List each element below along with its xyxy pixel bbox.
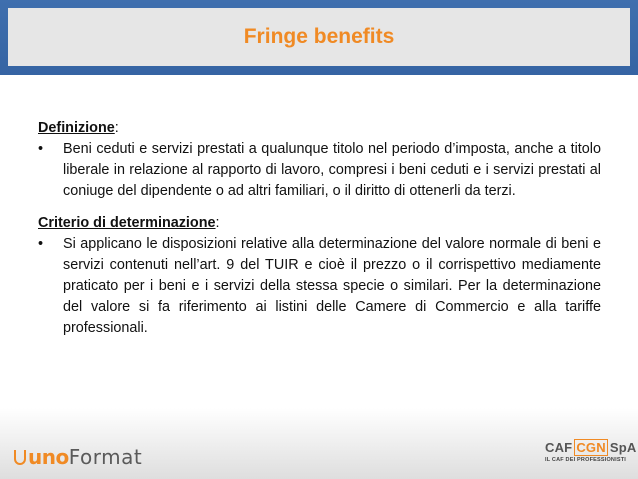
logo-caf: CAF bbox=[545, 440, 573, 455]
bullet-item bbox=[38, 234, 601, 339]
section-heading bbox=[38, 118, 601, 139]
logo-cgn: CGN bbox=[576, 440, 606, 455]
caf-cgn-wordmark bbox=[545, 440, 637, 455]
logo-tagline: IL CAF DEI PROFESSIONISTI bbox=[545, 457, 626, 463]
logo-part-uno: uno bbox=[28, 445, 69, 469]
slide-content bbox=[38, 118, 601, 339]
title-bar bbox=[0, 0, 638, 75]
section-heading bbox=[38, 213, 601, 234]
unoformat-logo-icon bbox=[12, 447, 26, 467]
logo-part-format: Format bbox=[68, 445, 143, 469]
section-heading-colon: : bbox=[215, 215, 220, 231]
bullet-text: Beni ceduti e servizi prestati a qualunque titolo nel periodo d’imposta, anche a titolo liberale in relazione al rapporto di lavoro, compresi i beni ceduti e i servizi prestati al coniuge del dipendente o ad altri familiari, o il diritto di ottenerli da terzi. bbox=[63, 141, 601, 199]
bullet-marker: • bbox=[38, 236, 44, 252]
section-heading-colon: : bbox=[114, 120, 119, 136]
bullet-marker: • bbox=[38, 141, 44, 157]
unoformat-logo bbox=[12, 444, 142, 470]
logo-spa: SpA bbox=[609, 440, 637, 455]
section-definizione bbox=[38, 118, 601, 202]
page-title: Fringe benefits bbox=[243, 25, 395, 48]
bullet-text: Si applicano le disposizioni relative alla determinazione del valore normale di beni e servizi contenuti nell’art. 9 del TUIR e cioè il prezzo o il corrispettivo mediamente praticato per i beni e i servizi della stessa specie o similari. Per la determinazione del valore si fa riferimento ai listini delle Camere di Commercio e alla tariffe professionali. bbox=[63, 236, 601, 336]
section-heading-label: Definizione bbox=[38, 120, 115, 136]
title-box bbox=[8, 8, 630, 66]
bullet-item bbox=[38, 139, 601, 202]
section-criterio bbox=[38, 213, 601, 339]
caf-cgn-logo bbox=[545, 440, 637, 474]
section-heading-label: Criterio di determinazione bbox=[38, 215, 216, 231]
